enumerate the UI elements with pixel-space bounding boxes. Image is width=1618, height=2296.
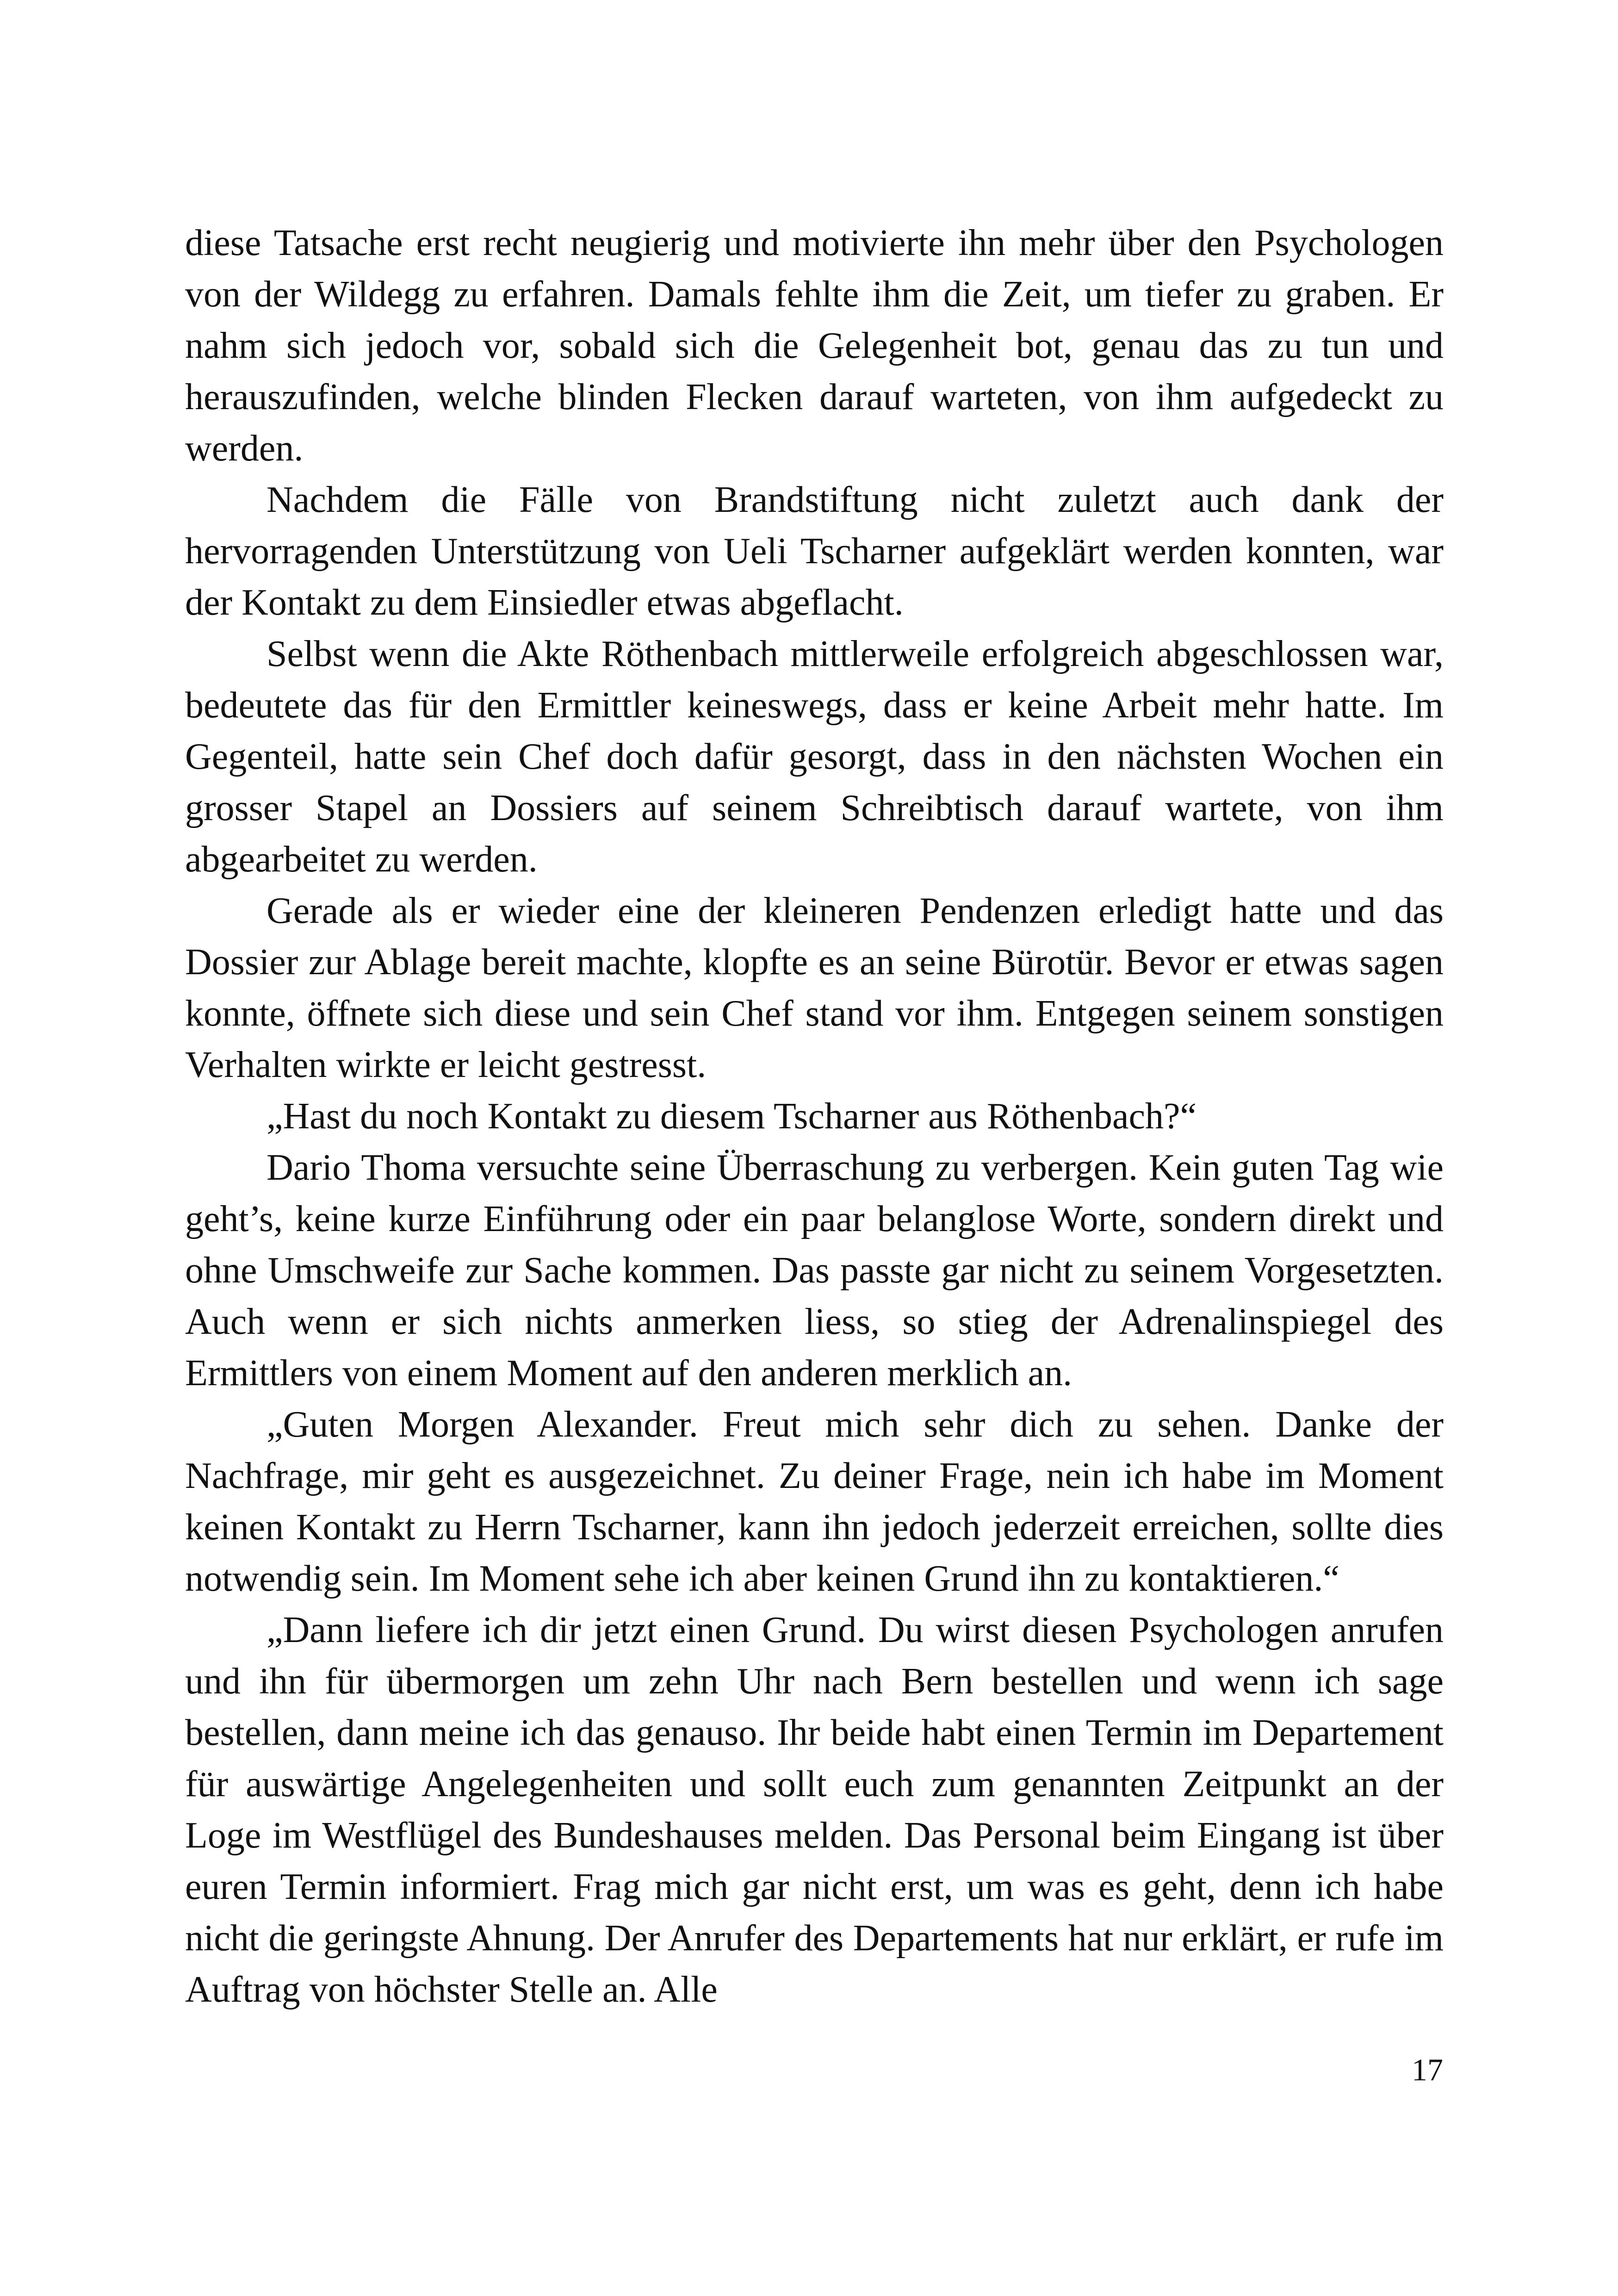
paragraph-continuation: diese Tatsache erst recht neugierig und motivierte ihn mehr über den Psychologen von der Wildegg zu erfahren. Damals fehlte ihm die Zeit, um tiefer zu graben. Er nahm sich jedoch vor, sobald sich die Gelegenheit bot, genau das zu tun und herauszufinden, welche blinden Flecken darauf warteten, von ihm aufgedeckt zu werden. [185, 223, 1444, 469]
dialogue-chef-question: „Hast du noch Kontakt zu diesem Tscharner aus Röthenbach?“ [267, 1096, 1197, 1137]
paragraph-akte-roethenbach: Selbst wenn die Akte Röthenbach mittlerweile erfolgreich abgeschlossen war, bedeutete das für den Ermittler keineswegs, dass er keine Arbeit mehr hatte. Im Gegenteil, hatte sein Chef doch dafür gesorgt, dass in den nächsten Wochen ein grosser Stapel an Dossiers auf seinem Schreibtisch darauf wartete, von ihm abgearbeitet zu werden. [185, 634, 1444, 880]
body-text [185, 218, 1444, 2016]
dialogue-guten-morgen: „Guten Morgen Alexander. Freut mich sehr dich zu sehen. Danke der Nachfrage, mir geht es ausgezeichnet. Zu deiner Frage, nein ich habe im Moment keinen Kontakt zu Herrn Tscharner, kann ihn jedoch jederzeit erreichen, sollte dies notwendig sein. Im Moment sehe ich aber keinen Grund ihn zu kontaktieren.“ [185, 1404, 1444, 1599]
paragraph-buerotuer: Gerade als er wieder eine der kleineren Pendenzen erledigt hatte und das Dossier zur Ablage bereit machte, klopfte es an seine Bürotür. Bevor er etwas sagen konnte, öffnete sich diese und sein Chef stand vor ihm. Entgegen seinem sonstigen Verhalten wirkte er leicht gestresst. [185, 890, 1444, 1085]
dialogue-dann-liefere: „Dann liefere ich dir jetzt einen Grund. Du wirst diesen Psychologen anrufen und ihn für übermorgen um zehn Uhr nach Bern bestellen und wenn ich sage bestellen, dann meine ich das genauso. Ihr beide habt einen Termin im Departement für auswärtige Angelegenheiten und sollt euch zum genannten Zeitpunkt an der Loge im Westflügel des Bundeshauses melden. Das Personal beim Eingang ist über euren Termin informiert. Frag mich gar nicht erst, um was es geht, denn ich habe nicht die geringste Ahnung. Der Anrufer des Departements hat nur erklärt, er rufe im Auftrag von höchster Stelle an. Alle [185, 1610, 1444, 2010]
paragraph-brandstiftung: Nachdem die Fälle von Brandstiftung nicht zuletzt auch dank der hervorragenden Unterstützung von Ueli Tscharner aufgeklärt werden konnten, war der Kontakt zu dem Einsiedler etwas abgeflacht. [185, 479, 1444, 623]
page-number: 17 [1412, 2052, 1443, 2087]
paragraph-dario-thoma: Dario Thoma versuchte seine Überraschung zu verbergen. Kein guten Tag wie geht’s, keine kurze Einführung oder ein paar belanglose Worte, sondern direkt und ohne Umschweife zur Sache kommen. Das passte gar nicht zu seinem Vorgesetzten. Auch wenn er sich nichts anmerken liess, so stieg der Adrenalinspiegel des Ermittlers von einem Moment auf den anderen merklich an. [185, 1147, 1444, 1394]
